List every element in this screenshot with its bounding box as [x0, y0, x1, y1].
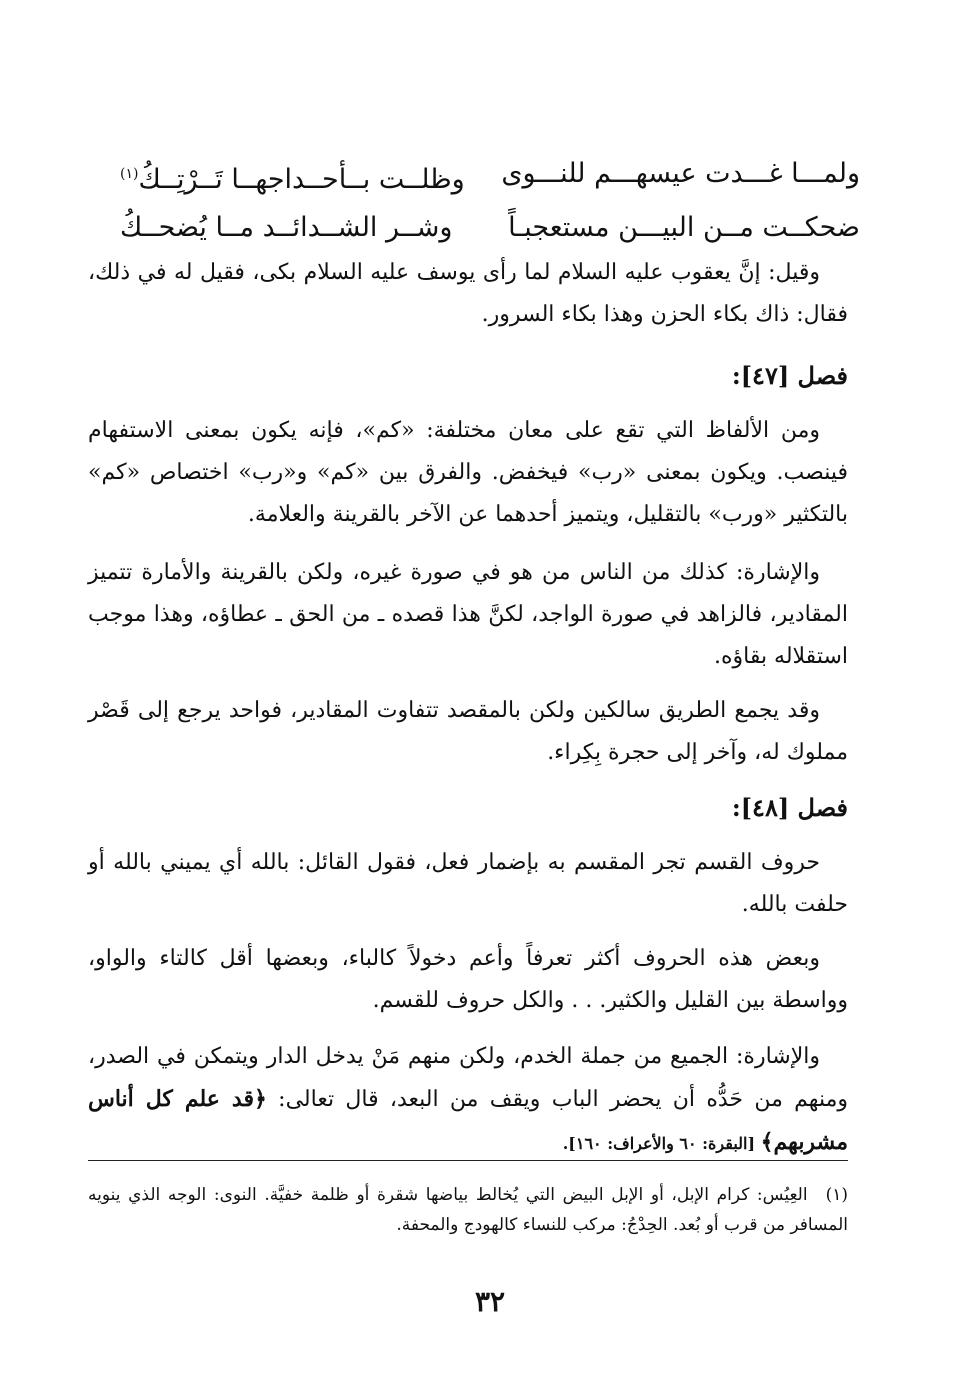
section-48-paragraph-3	[88, 1036, 848, 1165]
footnote-text: العِيُس: كرام الإبل، أو الإبل البيض التي يُخالط بياضها شقرة أو ظلمة خفيَّة. النوى: الوجه الذي ينويه المسافر من قرب أو بُعد. الحِدْجُ: مركب للنساء كالهودج والمحفة.	[88, 1185, 848, 1235]
poem-line-2-second-hemistich: وشــر الشــدائــد مــا يُضحــكُ	[120, 212, 453, 243]
section-47-paragraph-1-text: ومن الألفاظ التي تقع على معان مختلفة: «كم»، فإنه يكون بمعنى الاستفهام فينصب. ويكون بمعنى «رب» فيخفض. والفرق بين «كم» و«رب» اختصاص «كم» بالتكثير «ورب» بالتقليل، ويتميز أحدهما عن الآخر بالقرينة والعلامة.	[88, 418, 848, 527]
quran-verse: ﴿قد علم كل أناس مشربهم﴾	[88, 1086, 848, 1155]
section-47-paragraph-1	[88, 410, 848, 536]
paragraph-yaqub	[88, 252, 848, 336]
section-48-heading: فصل [٤٨]:	[731, 793, 848, 822]
page-number: ٣٢	[474, 1285, 506, 1318]
section-48-paragraph-2-text: وبعض هذه الحروف أكثر تعرفاً وأعم دخولاً كالباء، وبعضها أقل كالتاء والواو، وواسطة بين القليل والكثير. . . والكل حروف للقسم.	[88, 946, 848, 1013]
section-47-heading: فصل [٤٧]:	[731, 361, 848, 390]
poem	[120, 150, 860, 252]
section-48-paragraph-2	[88, 938, 848, 1022]
poem-line-1-second-hemistich-text: وظلــت بــأحــداجهــا تَــرْتِــكُ	[138, 164, 465, 195]
section-47-paragraph-3	[88, 690, 848, 774]
section-47-paragraph-2	[88, 552, 848, 678]
footnote	[88, 1180, 848, 1240]
poem-line-1	[120, 150, 860, 204]
footnote-divider	[88, 1160, 848, 1161]
footnote-marker: (١)	[825, 1185, 848, 1205]
section-48-paragraph-1-text: حروف القسم تجر المقسم به بإضمار فعل، فقول القائل: بالله أي يميني بالله أو حلفت بالله.	[88, 850, 848, 917]
poem-line-1-first-hemistich: ولمـــا غـــدت عيسهـــم للنـــوى	[501, 158, 860, 189]
section-48-paragraph-3-body: والإشارة: الجميع من جملة الخدم، ولكن منهم مَنْ يدخل الدار ويتمكن في الصدر، ومنهم من حَدُّه أن يحضر الباب ويقف من البعد، قال تعالى:	[88, 1044, 848, 1112]
paragraph-yaqub-text: وقيل: إنَّ يعقوب عليه السلام لما رأى يوسف عليه السلام بكى، فقيل له في ذلك، فقال: ذاك بكاء الحزن وهذا بكاء السرور.	[88, 260, 848, 327]
poem-line-2-first-hemistich: ضحكــت مــن البيـــن مستعجبـاً	[508, 212, 860, 243]
section-47-paragraph-2-text: والإشارة: كذلك من الناس من هو في صورة غيره، ولكن بالقرينة والأمارة تتميز المقادير، فالزاهد في صورة الواجد، لكنَّ هذا قصده ـ من الحق ـ عطاؤه، وهذا موجب استقلاله بقاؤه.	[88, 560, 848, 669]
section-48-paragraph-3-text	[88, 1036, 848, 1165]
footnote-reference-mark: (١)	[120, 166, 139, 182]
quran-reference: [البقرة: ٦٠ والأعراف: ١٦٠].	[562, 1134, 761, 1153]
poem-line-1-second-hemistich	[120, 150, 465, 204]
section-48-paragraph-1	[88, 842, 848, 926]
poem-line-2	[120, 204, 860, 252]
section-47-paragraph-3-text: وقد يجمع الطريق سالكين ولكن بالمقصد تتفاوت المقادير، فواحد يرجع إلى قَصْر مملوك له، وآخر إلى حجرة بِكِراء.	[88, 698, 848, 765]
